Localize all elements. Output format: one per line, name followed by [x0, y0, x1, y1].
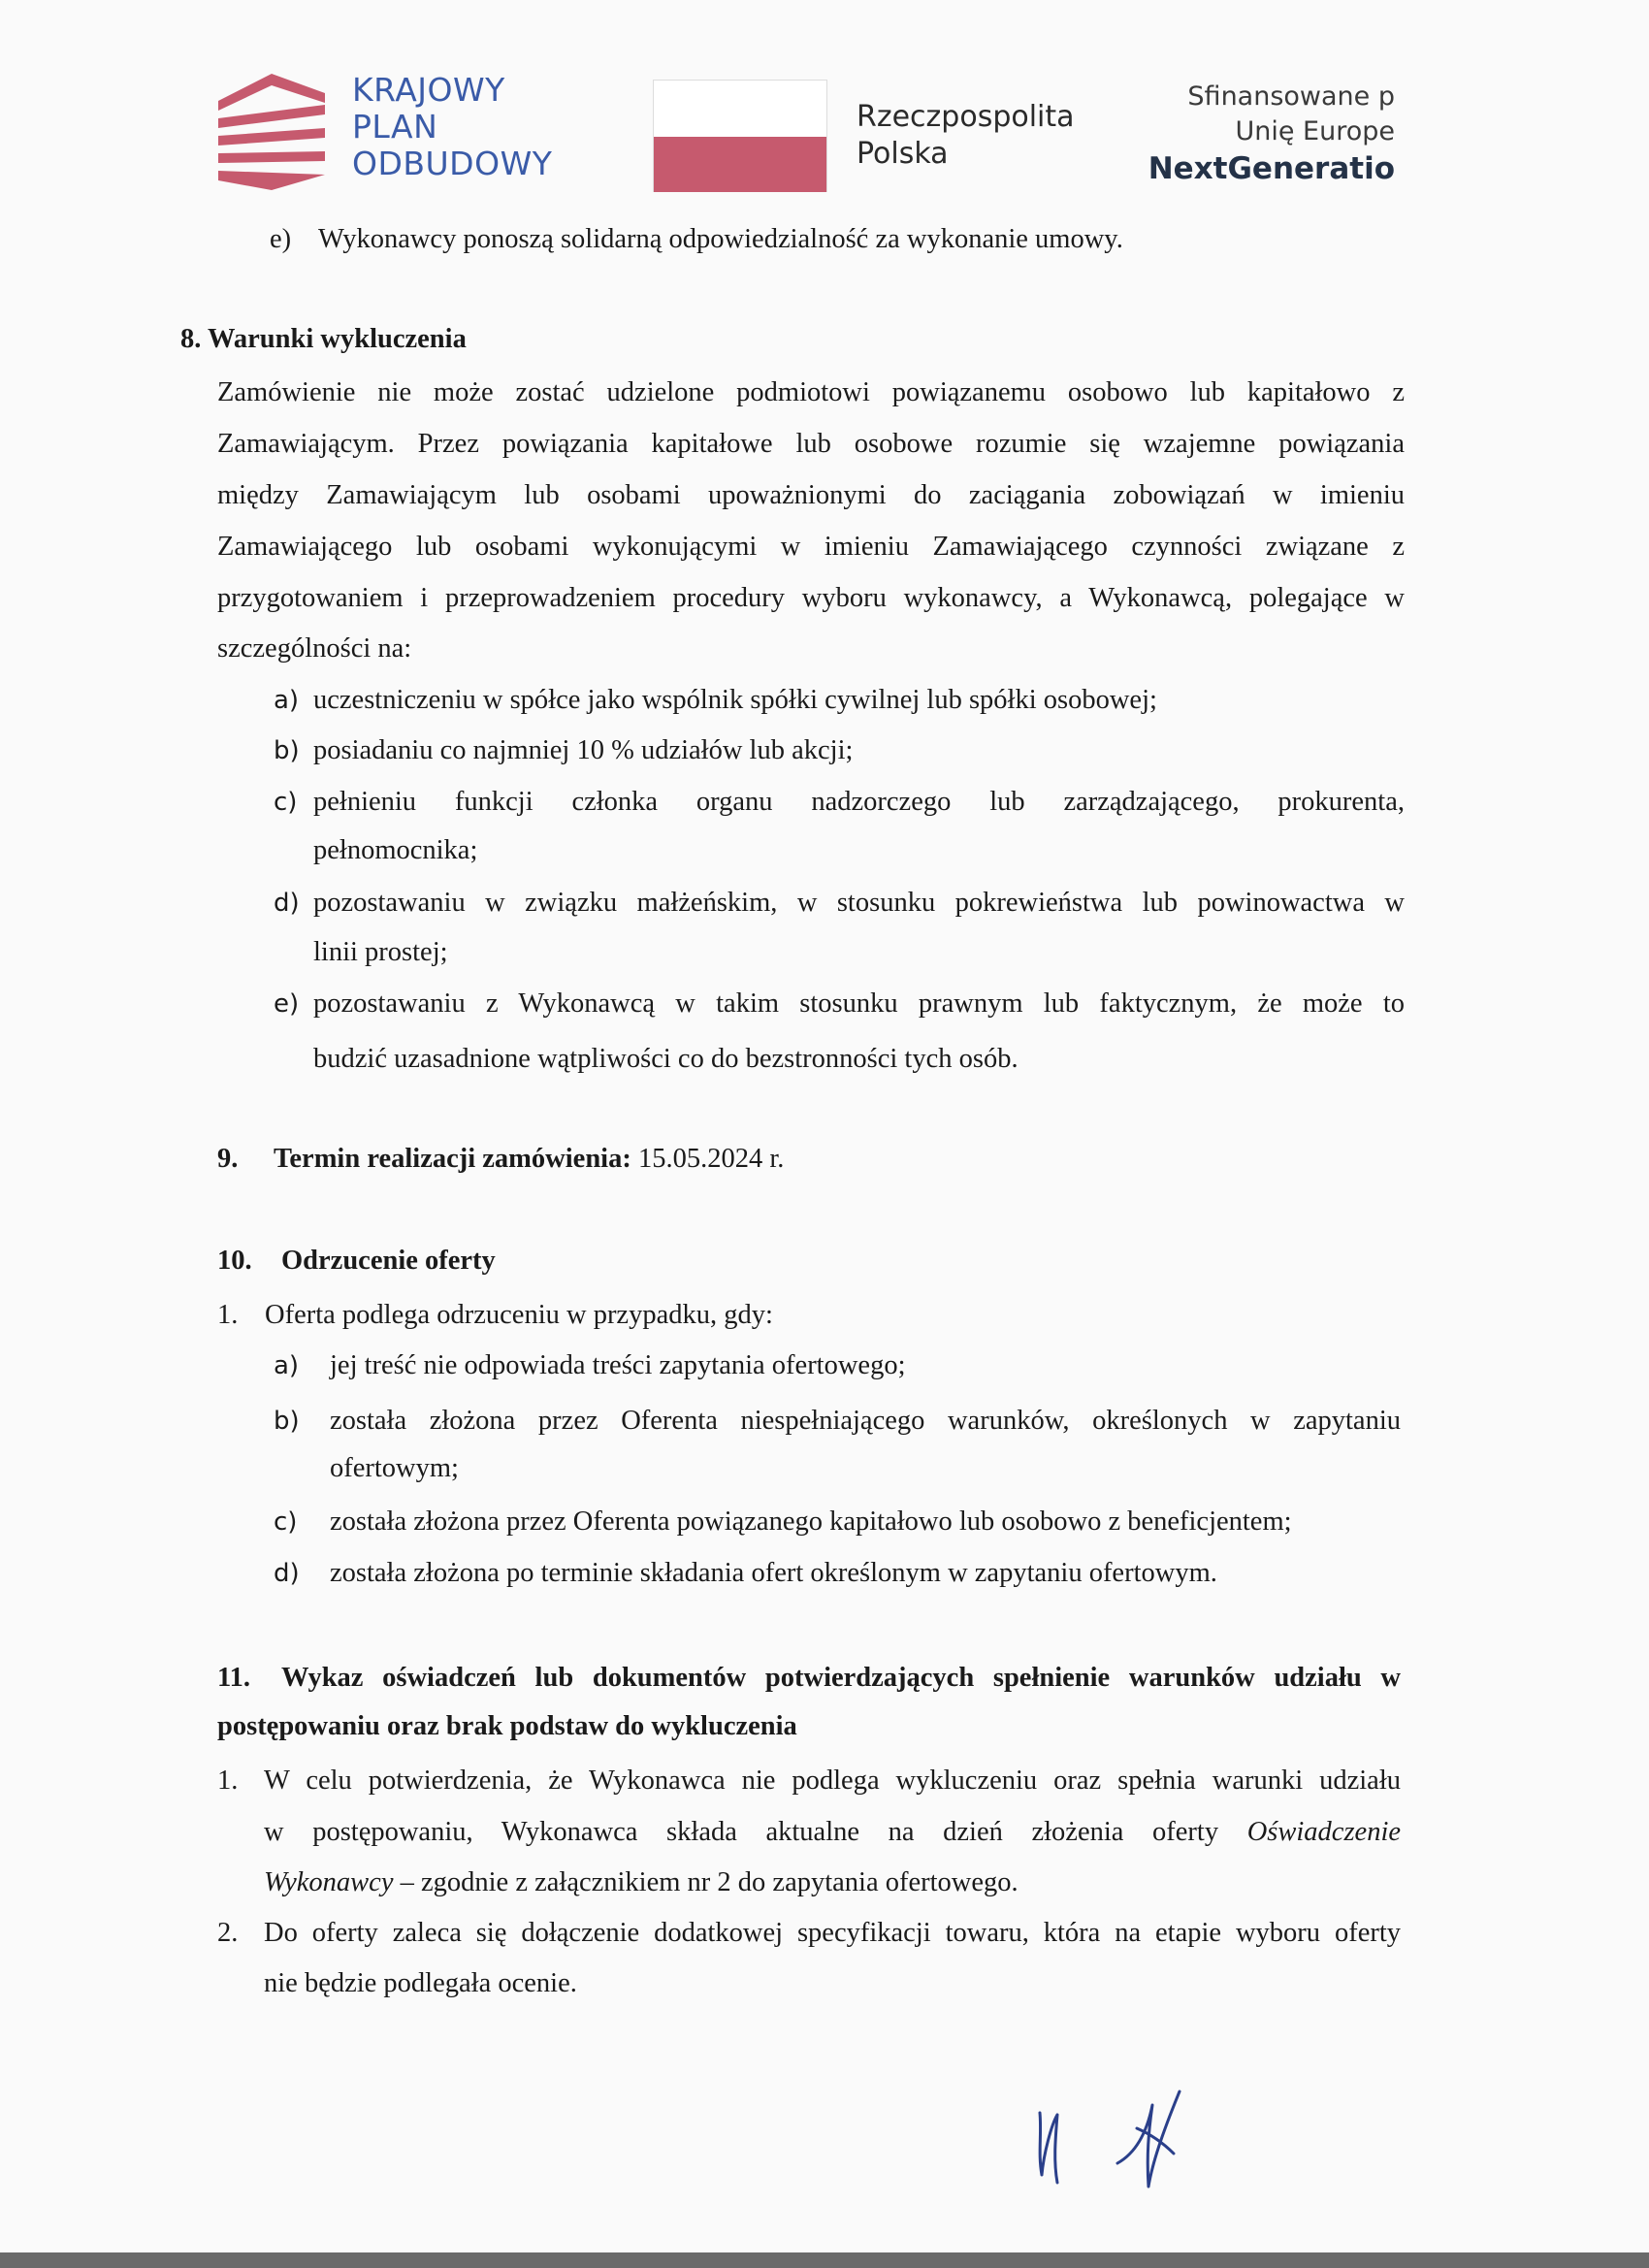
- s10-item-c-text: została złożona przez Oferenta powiązanego kapitałowo lub osobowo z beneficjentem;: [330, 1507, 1292, 1537]
- s10-point-1-number: 1.: [217, 1300, 239, 1330]
- kpo-building-icon: [218, 74, 325, 190]
- kpo-line-2: PLAN: [352, 108, 438, 146]
- s8-item-c-marker: c): [274, 788, 298, 817]
- s11-point-1-line-1: W celu potwierdzenia, że Wykonawca nie podlega wykluczeniu oraz spełnia warunki udziału: [264, 1766, 1401, 1796]
- eu-line-3: NextGeneratio: [1148, 151, 1395, 186]
- polish-flag-icon: [653, 80, 827, 192]
- eu-funding-logo: [1116, 80, 1395, 196]
- s11-point-2-number: 2.: [217, 1918, 239, 1948]
- section-9-line: [274, 1143, 784, 1176]
- s11-point-2-line-2: nie będzie podlegała ocenie.: [264, 1968, 577, 1998]
- s11-point-1-line-2: [264, 1816, 1401, 1849]
- handwritten-signature: [1028, 2086, 1222, 2192]
- top-item-marker: e): [270, 224, 292, 254]
- rp-line-2: Polska: [857, 137, 949, 171]
- s11-point-2-line-1: Do oferty zaleca się dołączenie dodatkowej specyfikacji towaru, która na etapie wyboru oferty: [264, 1918, 1401, 1948]
- rp-line-1: Rzeczpospolita: [857, 100, 1075, 134]
- section-8-title: 8. Warunki wykluczenia: [180, 324, 467, 354]
- eu-line-2: Unię Europe: [1235, 116, 1395, 146]
- section-10-title: Odrzucenie oferty: [281, 1246, 496, 1276]
- kpo-logo: [218, 72, 587, 198]
- section-8-para-line-5: przygotowaniem i przeprowadzeniem procedury wyboru wykonawcy, a Wykonawcą, polegające w: [217, 583, 1405, 613]
- eu-line-1: Sfinansowane p: [1187, 81, 1395, 112]
- s11-point-1-italic-1: Oświadczenie: [1246, 1817, 1402, 1847]
- section-10-number: 10.: [217, 1246, 252, 1276]
- rp-logo: [653, 80, 1157, 196]
- s10-item-c-marker: c): [274, 1507, 298, 1537]
- s11-point-1-line-2-text: w postępowaniu, Wykonawca składa aktualne na dzień złożenia oferty: [264, 1817, 1219, 1847]
- section-9-label: Termin realizacji zamówienia:: [274, 1144, 631, 1174]
- section-11-title-line-1: Wykaz oświadczeń lub dokumentów potwierdzających spełnienie warunków udziału w: [281, 1663, 1401, 1693]
- top-item-text: Wykonawcy ponoszą solidarną odpowiedzialność za wykonanie umowy.: [318, 224, 1123, 254]
- s10-item-d-text: została złożona po terminie składania ofert określonym w zapytaniu ofertowym.: [330, 1558, 1217, 1588]
- section-8-para-line-2: Zamawiającym. Przez powiązania kapitałowe lub osobowe rozumie się wzajemne powiązania: [217, 429, 1405, 459]
- section-8-para-line-1: Zamówienie nie może zostać udzielone podmiotowi powiązanemu osobowo lub kapitałowo z: [217, 377, 1405, 407]
- kpo-line-1: KRAJOWY: [352, 71, 505, 109]
- s8-item-d-line-2: linii prostej;: [313, 937, 448, 967]
- section-9-number: 9.: [217, 1144, 239, 1174]
- kpo-line-3: ODBUDOWY: [352, 145, 553, 182]
- s8-item-e-line-1: pozostawaniu z Wykonawcą w takim stosunku prawnym lub faktycznym, że może to: [313, 988, 1405, 1019]
- s8-item-a-text: uczestniczeniu w spółce jako wspólnik spółki cywilnej lub spółki osobowej;: [313, 685, 1157, 715]
- s8-item-c-line-1: pełnieniu funkcji członka organu nadzorczego lub zarządzającego, prokurenta,: [313, 787, 1405, 817]
- s11-point-1-line-3-text: – zgodnie z załącznikiem nr 2 do zapytania ofertowego.: [393, 1867, 1018, 1897]
- s8-item-b-marker: b): [274, 736, 300, 765]
- s11-point-1-line-3: [264, 1866, 1018, 1899]
- section-8-para-line-4: Zamawiającego lub osobami wykonującymi w imieniu Zamawiającego czynności związane z: [217, 532, 1405, 562]
- s8-item-c-line-2: pełnomocnika;: [313, 835, 478, 865]
- s10-item-d-marker: d): [274, 1559, 300, 1588]
- s11-point-1-italic-2: Wykonawcy: [264, 1867, 394, 1897]
- s10-item-b-line-1: została złożona przez Oferenta niespełniającego warunków, określonych w zapytaniu: [330, 1406, 1401, 1436]
- s8-item-e-line-2: budzić uzasadnione wątpliwości co do bezstronności tych osób.: [313, 1044, 1018, 1074]
- s11-point-1-number: 1.: [217, 1766, 239, 1796]
- rp-logo-text: [857, 99, 1075, 173]
- section-9-value: 15.05.2024 r.: [637, 1144, 785, 1174]
- kpo-logo-text: [352, 72, 604, 182]
- section-8-para-line-3: między Zamawiającym lub osobami upoważnionymi do zaciągania zobowiązań w imieniu: [217, 480, 1405, 510]
- s10-item-b-marker: b): [274, 1407, 300, 1436]
- section-11-title-line-2: postępowaniu oraz brak podstaw do wykluczenia: [217, 1711, 797, 1741]
- s8-item-a-marker: a): [274, 686, 300, 715]
- scan-edge: [0, 2252, 1649, 2268]
- s10-point-1-text: Oferta podlega odrzuceniu w przypadku, gdy:: [265, 1300, 773, 1330]
- s8-item-d-line-1: pozostawaniu w związku małżeńskim, w stosunku pokrewieństwa lub powinowactwa w: [313, 888, 1405, 918]
- s10-item-a-text: jej treść nie odpowiada treści zapytania ofertowego;: [330, 1350, 906, 1380]
- s8-item-d-marker: d): [274, 889, 300, 918]
- section-11-number: 11.: [217, 1663, 251, 1693]
- section-8-para-line-6: szczególności na:: [217, 633, 412, 664]
- s8-item-e-marker: e): [274, 989, 300, 1019]
- s10-item-a-marker: a): [274, 1351, 300, 1380]
- s10-item-b-line-2: ofertowym;: [330, 1453, 459, 1483]
- s8-item-b-text: posiadaniu co najmniej 10 % udziałów lub akcji;: [313, 735, 854, 765]
